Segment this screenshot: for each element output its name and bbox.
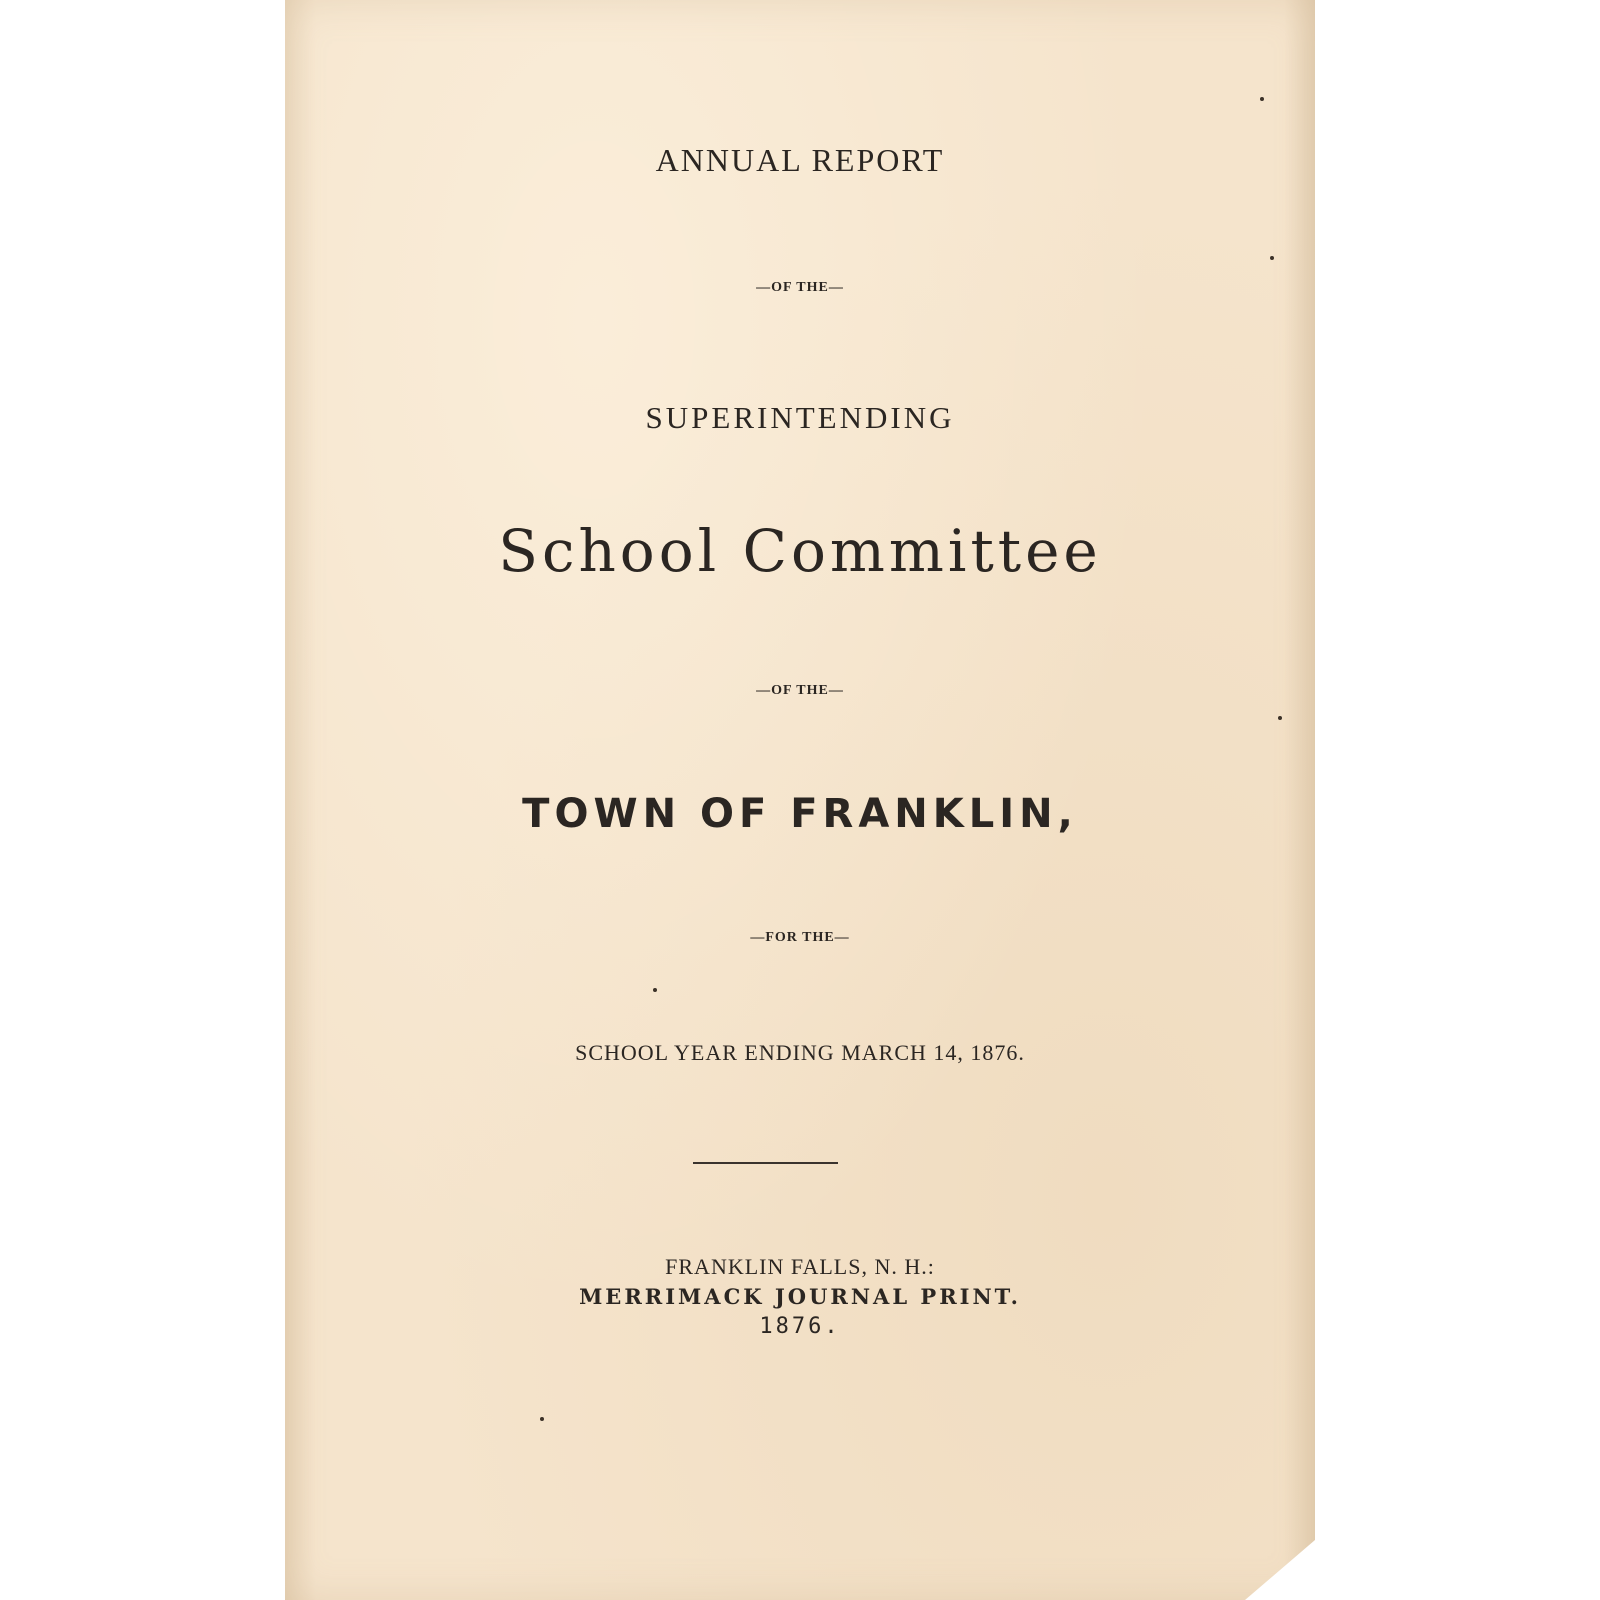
connector-of-the-2: —OF THE— (756, 683, 844, 698)
corner-fold (1245, 1540, 1315, 1600)
imprint-year: 1876. (759, 1314, 841, 1339)
imprint-printer: MERRIMACK JOURNAL PRINT. (579, 1284, 1021, 1309)
paper-speck (540, 1417, 544, 1421)
subtitle-superintending: SUPERINTENDING (645, 400, 955, 435)
report-cover-sheet (285, 0, 1315, 1600)
title-annual-report: ANNUAL REPORT (655, 142, 945, 178)
divider-rule (693, 1162, 838, 1164)
imprint-place: FRANKLIN FALLS, N. H.: (665, 1254, 935, 1279)
school-year-line: SCHOOL YEAR ENDING MARCH 14, 1876. (575, 1040, 1025, 1065)
main-title-school-committee: School Committee (498, 517, 1102, 585)
paper-speck (653, 988, 657, 992)
paper-speck (1260, 97, 1264, 101)
connector-for-the: —FOR THE— (750, 930, 850, 945)
paper-speck (1270, 256, 1274, 260)
connector-of-the-1: —OF THE— (756, 280, 844, 295)
town-title: TOWN OF FRANKLIN, (522, 791, 1078, 837)
paper-speck (1278, 716, 1282, 720)
